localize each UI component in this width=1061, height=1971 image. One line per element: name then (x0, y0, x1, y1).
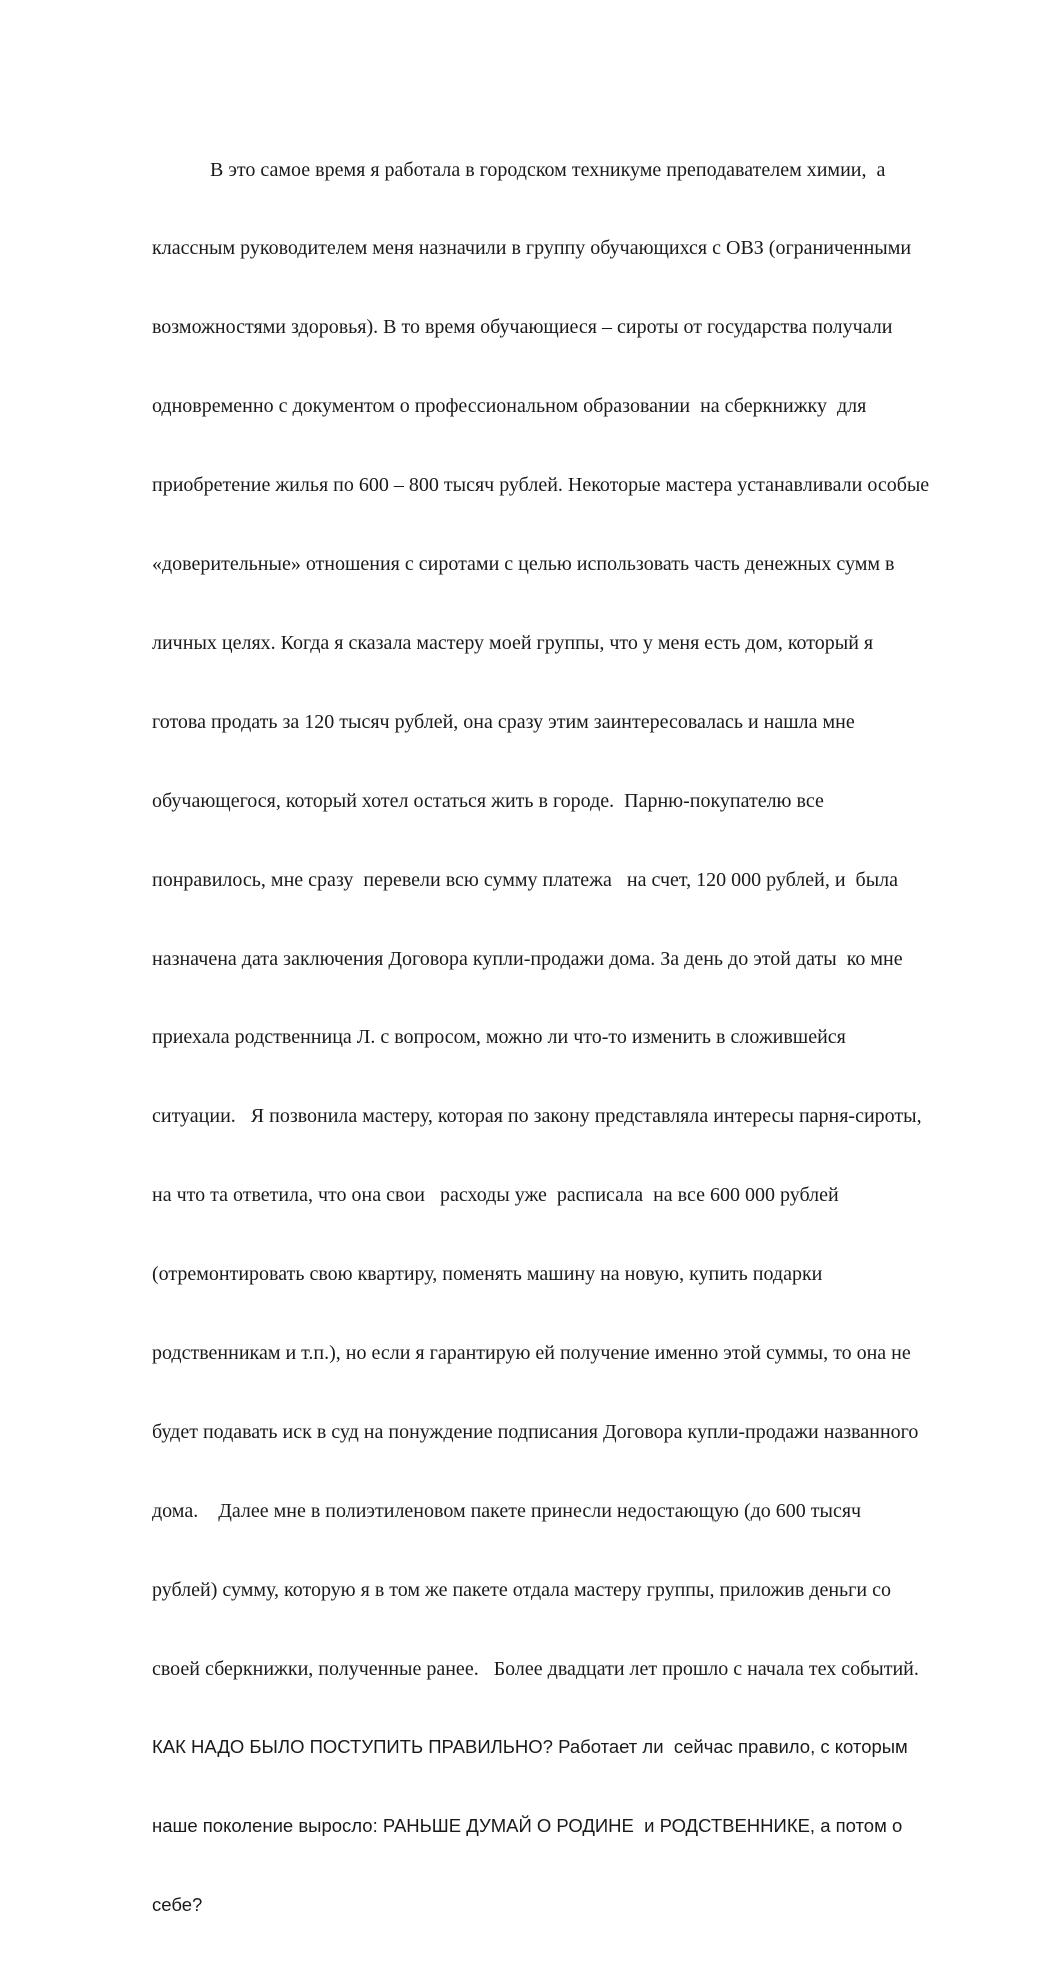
text-line: возможностями здоровья). В то время обучающиеся – сироты от государства получали (152, 316, 893, 339)
text-line: личных целях. Когда я сказала мастеру моей группы, что у меня есть дом, который я (152, 631, 874, 654)
text-line: «доверительные» отношения с сиротами с целью использовать часть денежных сумм в (152, 553, 895, 576)
text-line: дома. Далее мне в полиэтиленовом пакете принесли недостающую (до 600 тысяч (152, 1499, 862, 1522)
text-line: одновременно с документом о профессиональном образовании на сберкнижку для (152, 395, 867, 418)
text-line: на что та ответила, что она свои расходы уже расписала на все 600 000 рублей (152, 1184, 839, 1207)
text-line: готова продать за 120 тысяч рублей, она сразу этим заинтересовалась и нашла мне (152, 710, 855, 733)
text-line: себе? (152, 1894, 203, 1916)
text-line: родственникам и т.п.), но если я гарантирую ей получение именно этой суммы, то она не (152, 1341, 911, 1364)
text-line: наше поколение выросло: РАНЬШЕ ДУМАЙ О РОДИНЕ и РОДСТВЕННИКЕ, а потом о (152, 1815, 903, 1837)
text-line: классным руководителем меня назначили в группу обучающихся с ОВЗ (ограниченными (152, 237, 912, 260)
text-line: (отремонтировать свою квартиру, поменять машину на новую, купить подарки (152, 1263, 823, 1286)
text-line: приобретение жилья по 600 – 800 тысяч рублей. Некоторые мастера устанавливали особые (152, 474, 930, 497)
text-line: приехала родственница Л. с вопросом, можно ли что-то изменить в сложившейся (152, 1026, 846, 1049)
text-line: обучающегося, который хотел остаться жить в городе. Парню-покупателю все (152, 789, 824, 812)
text-line: В это самое время я работала в городском техникуме преподавателем химии, а (210, 158, 886, 181)
text-line: КАК НАДО БЫЛО ПОСТУПИТЬ ПРАВИЛЬНО? Работает ли сейчас правило, с которым (152, 1736, 908, 1758)
body-text (152, 104, 1002, 1971)
text-line: назначена дата заключения Договора купли-продажи дома. За день до этой даты ко мне (152, 947, 903, 970)
text-line: ситуации. Я позвонила мастеру, которая по закону представляла интересы парня-сироты, (152, 1105, 922, 1128)
text-line: понравилось, мне сразу перевели всю сумму платежа на счет, 120 000 рублей, и была (152, 868, 898, 891)
text-line: рублей) сумму, которую я в том же пакете отдала мастеру группы, приложив деньги со (152, 1578, 891, 1601)
text-line: будет подавать иск в суд на понуждение подписания Договора купли-продажи названного (152, 1420, 919, 1443)
text-line: своей сберкнижки, полученные ранее. Более двадцати лет прошло с начала тех событий. (152, 1657, 919, 1680)
